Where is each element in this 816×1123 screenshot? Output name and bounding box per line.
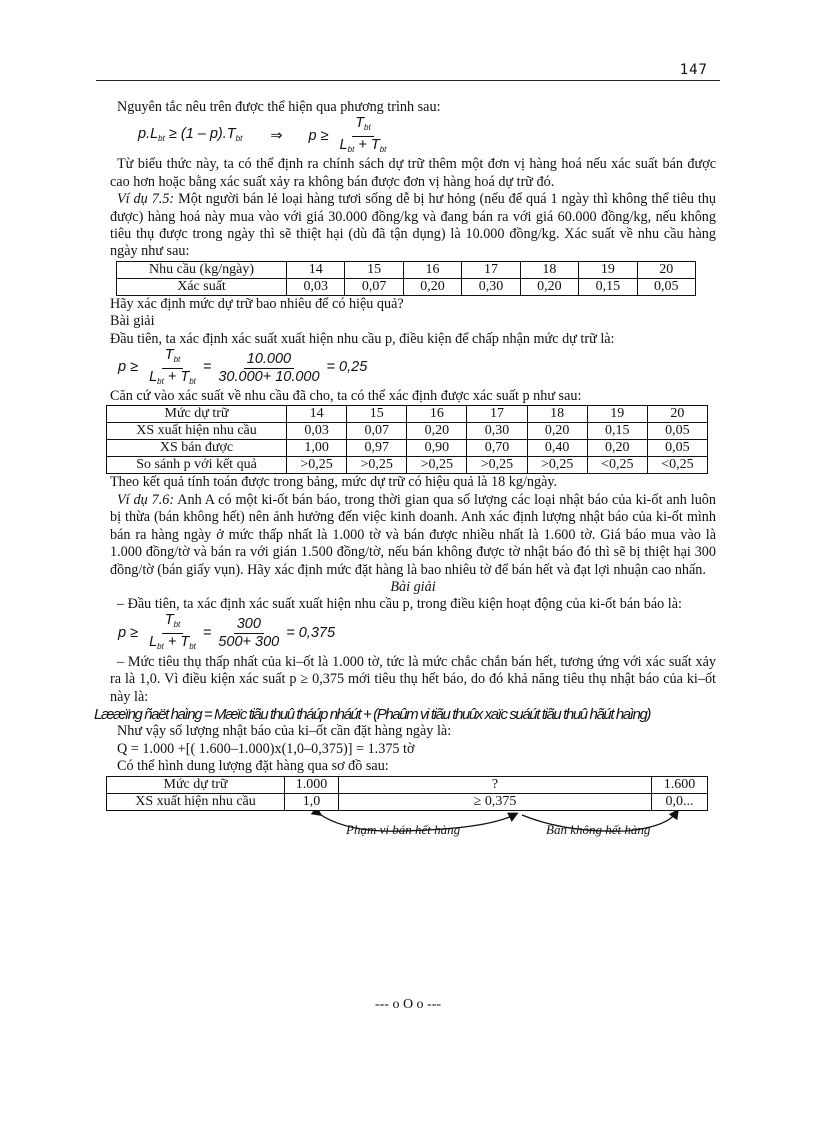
step-text: Căn cứ vào xác suất về nhu cầu đã cho, ta có thể xác định được xác suất p như sau: [110,388,582,405]
page-number: 147 [679,62,708,78]
end-mark: --- o O o --- [374,997,442,1012]
unsold-range-label: Bán không hết hàng [546,821,651,837]
table-row: So sánh p với kết quả >0,25 >0,25 >0,25 >0,25 >0,25 <0,25 <0,25 [107,457,708,474]
equation-3: p ≥ $\frac{T_{bt}}{L_{bt} + T_{bt}}$ = $\frac{300}{500+ 300}$ = 0,375 [118,614,716,654]
equation-result: = 0,375 [286,625,336,642]
table-row: XS bán được 1,00 0,97 0,90 0,70 0,40 0,20 0,05 [107,440,708,457]
solution-label: Bài giải [390,578,436,595]
sell-out-range-label: Phạm vi bán hết hàng [346,821,461,837]
fraction-numeric: $\frac{300}{500+ 300}$ [218,616,280,651]
step-text: – Mức tiêu thụ thấp nhất của ki–ốt là 1.000 tờ, tức là mức chắc chắn bán hết, tương ứng với xác suất xảy ra là 1,0. Vì điều kiện xác suất p ≥ 0,375 mới tiêu thụ hết báo, do đó khả năng tiêu thụ nhật báo của ki–ốt này là: [110,653,716,705]
fraction-t-over-lt: $\frac{T_{bt}}{L_{bt} + T_{bt}}$ [149,346,196,386]
example-label: Ví dụ 7.6: [117,491,175,508]
header-rule [96,80,720,81]
table-row: Mức dự trữ 1.000 ? 1.600 [107,776,708,793]
range-arrows [106,811,708,851]
implies-symbol: ⇒ [270,127,283,144]
table-row: Nhu cầu (kg/ngày) 14 15 16 17 18 19 20 [117,261,696,278]
question-text: Hãy xác định mức dự trữ bao nhiêu để có hiệu quả? [110,295,404,312]
equation-result: = 0,25 [326,359,368,376]
equation-1 [138,116,716,156]
example-text: Anh A có một ki-ốt bán báo, trong thời gian qua số lượng các loại nhật báo của ki-ốt anh luôn bị thừa (bán không hết) nên ảnh hưởng đến việc kinh doanh. Anh xác định lượng nhật báo của ki-ốt mình bán ra hàng ngày ở mức thấp nhất là 1.000 tờ và bán được nhiều nhất là 1.600 tờ. Giá báo mua vào là 1.000 đồng/tờ và bán ra với gián 1.500 đồng/tờ, nếu bán không được tờ nhật báo đó thì sẽ bị thiệt hại 300 đồng/tờ (bán giấy vụn). Hãy xác định mức đặt hàng là bao nhiêu tờ để bán hết và đạt lợi nhuận cao nhấn. [110,491,716,578]
table-row: Mức dự trữ 14 15 16 17 18 19 20 [107,406,708,423]
fraction-t-over-lt: $\frac{T_{bt}}{L_{bt} + T_{bt}}$ [149,612,196,652]
step-text: Như vậy số lượng nhật báo của ki–ốt cần đặt hàng ngày là: [117,723,452,740]
step-text: Đầu tiên, ta xác định xác suất xuất hiện nhu cầu p, điều kiện để chấp nhận mức dự trữ là: [110,330,615,347]
demand-probability-table [116,261,696,296]
page-content [94,99,716,851]
eq1-p: p ≥ [308,127,329,144]
table-row: XS xuất hiện nhu cầu 0,03 0,07 0,20 0,30 0,20 0,15 0,05 [107,423,708,440]
conclusion-text: Theo kết quả tính toán được trong bảng, mức dự trữ có hiệu quả là 18 kg/ngày. [110,474,558,491]
table-row: XS xuất hiện nhu cầu 1,0 ≥ 0,375 0,0... [107,793,708,810]
fraction-numeric: $\frac{10.000}{30.000+ 10.000}$ [218,350,320,385]
eq1-lhs: $p.L_{bt} \ge (1 - p).T_{bt}$ [138,125,243,143]
example-text: Một người bán lẻ loại hàng tươi sống dễ bị hư hỏng (nếu để quá 1 ngày thì không thể tiêu thụ được) hàng hoá này mua vào với giá 30.000 đồng/kg và đang bán ra với giá 60.000 đồng/kg, nếu không tiêu thụ được trong ngày thì sẽ thiệt hại (dù đã tận dụng) là 10.000 đồng/kg. Xác suất về nhu cầu hàng ngày như sau: [110,191,716,260]
example-label: Ví dụ 7.5: [117,191,175,208]
intro-text: Nguyên tắc nêu trên được thể hiện qua phương trình sau: [117,99,441,115]
example-7-5 [110,191,716,261]
solution-label: Bài giải [110,313,155,330]
probability-comparison-table [106,405,708,474]
example-7-6 [110,492,716,579]
equation-2: p ≥ $\frac{T_{bt}}{L_{bt} + T_{bt}}$ = $\frac{10.000}{30.000+ 10.000}$ = 0,25 [118,348,716,388]
table-row: Xác suất 0,03 0,07 0,20 0,30 0,20 0,15 0,05 [117,278,696,295]
order-quantity-formula: Lææïng ñaët haìng = Mæïc tiãu thuû tháúp nháút + (Phaûm vi tiãu thuûx xaïc suáút tiãu thuû hãút haìng) [94,705,650,723]
step-text: Có thể hình dung lượng đặt hàng qua sơ đồ sau: [117,758,389,775]
step-text: – Đầu tiên, ta xác định xác suất xuất hiện nhu cầu p, trong điều kiện hoạt động của ki-ốt bán báo là: [117,596,682,613]
calculation-text: Q = 1.000 +[( 1.600–1.000)x(1,0–0,375)] = 1.375 tờ [117,740,415,757]
order-diagram-table [106,776,708,811]
paragraph-1: Từ biểu thức này, ta có thể định ra chính sách dự trữ thêm một đơn vị hàng hoá nếu xác suất bán được cao hơn hoặc bằng xác suất xảy ra không bán được đơn vị hàng hoá dự trữ đó. [110,156,716,190]
eq1-fraction: $\frac{T_{bt}}{L_{bt} + T_{bt}}$ [339,114,387,154]
